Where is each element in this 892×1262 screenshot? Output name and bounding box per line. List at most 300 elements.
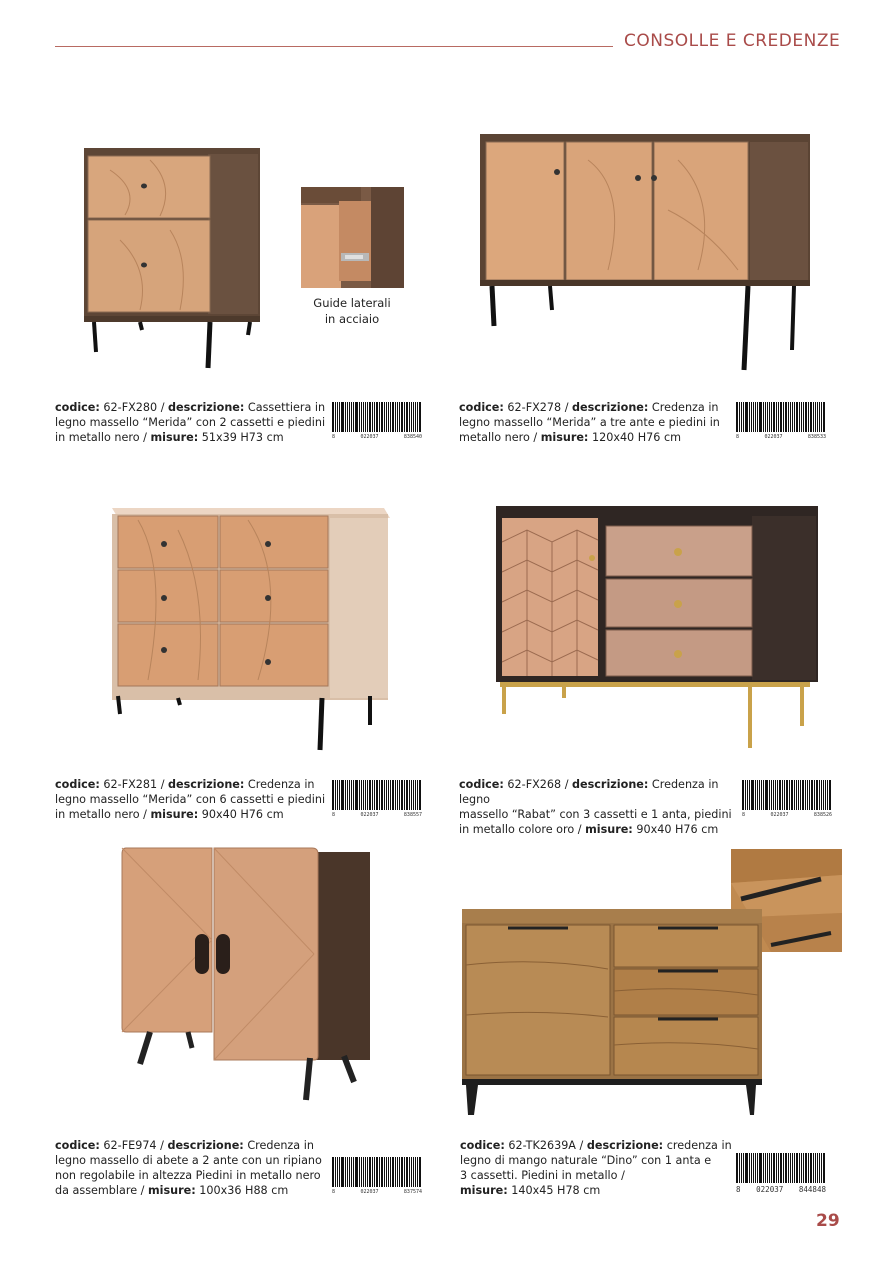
barcode-bar xyxy=(823,402,825,432)
description-label: descrizione: xyxy=(572,401,649,414)
barcode-bar xyxy=(404,1157,405,1187)
product-image-tk2639a xyxy=(458,905,768,1120)
barcode-bar xyxy=(765,1153,766,1183)
barcode-bar xyxy=(771,1153,772,1183)
barcode-bar xyxy=(365,780,366,810)
barcode-digits: 837574 xyxy=(403,1189,422,1195)
barcode-bar xyxy=(814,780,815,810)
barcode-bar xyxy=(796,1153,798,1183)
barcode-bar xyxy=(401,780,404,810)
barcode-bar xyxy=(765,780,768,810)
barcode-bar xyxy=(413,402,415,432)
barcode-digits: 838557 xyxy=(403,812,422,818)
code-label: codice: xyxy=(55,1139,100,1152)
barcode-bar xyxy=(339,1157,341,1187)
barcode-bar xyxy=(367,780,368,810)
barcode-bar xyxy=(341,780,344,810)
barcode-digits: 8 xyxy=(742,812,746,818)
barcode-bar xyxy=(415,402,416,432)
description-line: legno massello “Merida” con 6 cassetti e piedini xyxy=(55,793,326,806)
product-size: 90x40 H76 cm xyxy=(636,823,719,836)
barcode-bar xyxy=(767,1153,769,1183)
size-label: misure: xyxy=(148,1184,196,1197)
barcode-bar xyxy=(759,1153,762,1183)
section-title: CONSOLLE E CREDENZE xyxy=(624,31,841,51)
description-label: descrizione: xyxy=(168,778,245,791)
barcode-bar xyxy=(379,402,380,432)
barcode-bar xyxy=(392,402,394,432)
barcode-bar xyxy=(374,402,375,432)
page-number: 29 xyxy=(816,1211,840,1231)
product-size: 100x36 H88 cm xyxy=(199,1184,289,1197)
barcode-bar xyxy=(345,780,346,810)
description-line: 3 cassetti. Piedini in metallo / xyxy=(460,1169,625,1182)
barcode-bar xyxy=(763,402,764,432)
barcode-bar xyxy=(783,1153,784,1183)
barcode-bar xyxy=(376,1157,379,1187)
barcode-bar xyxy=(759,780,760,810)
barcode-bar xyxy=(800,780,802,810)
barcode-bar xyxy=(749,780,751,810)
barcode-bar xyxy=(788,1153,789,1183)
barcode-bar xyxy=(399,402,400,432)
barcode-bar xyxy=(374,780,375,810)
barcode-bar xyxy=(779,780,781,810)
detail-caption xyxy=(302,295,402,327)
barcode-bar xyxy=(799,1153,800,1183)
barcode-bar xyxy=(810,402,812,432)
barcode-bar xyxy=(374,1157,375,1187)
size-label: misure: xyxy=(585,823,633,836)
barcode-bar xyxy=(388,402,389,432)
barcode-bar xyxy=(345,402,346,432)
code-label: codice: xyxy=(459,401,504,414)
size-label: misure: xyxy=(150,431,199,444)
barcode-bar xyxy=(335,402,336,432)
barcode-fe974 xyxy=(332,1157,422,1199)
description-line: non regolabile in altezza Piedini in metallo nero xyxy=(55,1169,321,1182)
barcode-bar xyxy=(815,1153,816,1183)
barcode-bar xyxy=(337,402,338,432)
description-line: credenza in xyxy=(666,1139,732,1152)
product-image-fx281 xyxy=(108,500,393,755)
barcode-bar xyxy=(749,1153,750,1183)
barcode-bar xyxy=(808,402,809,432)
product-size: 90x40 H76 cm xyxy=(201,808,284,821)
description-line: Cassettiera in xyxy=(247,401,326,414)
barcode-bar xyxy=(388,1157,389,1187)
product-code: 62-FX281 xyxy=(103,778,158,791)
barcode-bar xyxy=(419,1157,421,1187)
barcode-bar xyxy=(776,1153,777,1183)
description-line: legno massello “Merida” con 2 cassetti e piedini xyxy=(55,416,326,429)
barcode-bar xyxy=(817,1153,819,1183)
barcode-bar xyxy=(347,402,348,432)
barcode-bar xyxy=(785,1153,787,1183)
barcode-bar xyxy=(757,780,758,810)
barcode-bar xyxy=(773,1153,775,1183)
barcode-bar xyxy=(369,402,371,432)
barcode-bar xyxy=(395,1157,396,1187)
barcode-bar xyxy=(786,780,789,810)
barcode-bar xyxy=(361,780,362,810)
barcode-bar xyxy=(823,780,825,810)
barcode-bar xyxy=(359,780,360,810)
barcode-bar xyxy=(796,402,798,432)
barcode-bar xyxy=(339,402,341,432)
barcode-bar xyxy=(361,1157,362,1187)
barcode-bar xyxy=(769,1153,770,1183)
barcode-bar xyxy=(741,402,742,432)
description-label: descrizione: xyxy=(586,1139,664,1152)
barcode-bar xyxy=(384,402,385,432)
barcode-bar xyxy=(829,780,831,810)
barcode-bar xyxy=(351,1157,353,1187)
barcode-digits: 8 xyxy=(736,434,740,440)
barcode-bar xyxy=(794,780,795,810)
barcode-bar xyxy=(347,1157,348,1187)
barcode-digits: 8 xyxy=(332,434,336,440)
barcode-digits: 022037 xyxy=(764,434,783,440)
barcode-bar xyxy=(361,402,362,432)
barcode-bar xyxy=(349,402,350,432)
barcode-bar xyxy=(415,780,416,810)
detail-caption-line2: in acciaio xyxy=(324,312,380,326)
product-size: 51x39 H73 cm xyxy=(201,431,284,444)
barcode-bar xyxy=(773,402,775,432)
barcode-bar xyxy=(819,780,820,810)
barcode-bar xyxy=(379,780,380,810)
product-code: 62-FE974 xyxy=(103,1139,157,1152)
barcode-bar xyxy=(367,402,368,432)
barcode-bar xyxy=(821,402,822,432)
barcode-bar xyxy=(821,1153,822,1183)
barcode-bar xyxy=(417,780,418,810)
barcode-bar xyxy=(395,402,396,432)
product-caption-fx280: codice: 62-FX280 / descrizione: Cassettiera in legno massello “Merida” con 2 cassetti e piedini in metallo nero / misure: 51x39 H73 cm xyxy=(55,400,330,445)
barcode-bar xyxy=(395,780,396,810)
barcode-bar xyxy=(411,780,412,810)
description-line: Credenza in xyxy=(651,401,719,414)
barcode-digits: 8 xyxy=(332,812,336,818)
barcode-bar xyxy=(417,1157,418,1187)
barcode-bar xyxy=(790,1153,791,1183)
barcode-bar xyxy=(406,780,408,810)
barcode-bar xyxy=(791,780,793,810)
barcode-bar xyxy=(401,402,404,432)
description-line: da assemblare / xyxy=(55,1184,145,1197)
barcode-bar xyxy=(365,1157,366,1187)
description-line: in metallo nero / xyxy=(55,808,147,821)
barcode-bar xyxy=(803,1153,804,1183)
barcode-bar xyxy=(813,402,814,432)
barcode-bar xyxy=(339,780,341,810)
barcode-bar xyxy=(409,780,410,810)
description-line: metallo nero / xyxy=(459,431,538,444)
barcode-bar xyxy=(381,1157,383,1187)
barcode-bar xyxy=(353,780,354,810)
barcode-bar xyxy=(390,402,392,432)
barcode-bar xyxy=(363,402,365,432)
barcode-bar xyxy=(819,1153,820,1183)
barcode-bars xyxy=(332,1157,422,1187)
barcode-bar xyxy=(753,1153,754,1183)
barcode-bar xyxy=(379,1157,380,1187)
barcode-bar xyxy=(811,780,814,810)
barcode-bar xyxy=(808,1153,809,1183)
barcode-bar xyxy=(406,402,408,432)
barcode-bar xyxy=(805,402,808,432)
barcode-bar xyxy=(745,1153,748,1183)
barcode-bar xyxy=(802,780,804,810)
barcode-bar xyxy=(755,780,756,810)
size-label: misure: xyxy=(150,808,199,821)
barcode-bar xyxy=(386,402,387,432)
barcode-bar xyxy=(351,780,353,810)
barcode-bar xyxy=(751,780,754,810)
barcode-bar xyxy=(359,1157,360,1187)
barcode-bar xyxy=(805,780,806,810)
barcode-bar xyxy=(372,1157,373,1187)
product-caption-fx268: codice: 62-FX268 / descrizione: Credenza in legno massello “Rabat” con 3 cassetti e 1 anta, piedini in metallo colore oro / misure: 90x40 H76 cm xyxy=(459,777,739,837)
barcode-bar xyxy=(803,402,804,432)
product-size: 140x45 H78 cm xyxy=(511,1184,601,1197)
barcode-bar xyxy=(345,1157,346,1187)
barcode-bar xyxy=(347,780,348,810)
barcode-bar xyxy=(782,780,783,810)
barcode-bar xyxy=(365,402,366,432)
barcode-bar xyxy=(757,1153,758,1183)
barcode-bar xyxy=(751,1153,752,1183)
barcode-bar xyxy=(332,1157,334,1187)
barcode-bar xyxy=(780,1153,783,1183)
barcode-bar xyxy=(745,402,748,432)
product-image-fx278 xyxy=(478,130,818,380)
code-label: codice: xyxy=(55,401,100,414)
barcode-bar xyxy=(743,402,745,432)
barcode-bar xyxy=(805,1153,808,1183)
barcode-digits: 838533 xyxy=(807,434,826,440)
barcode-bar xyxy=(413,1157,415,1187)
barcode-bar xyxy=(801,402,802,432)
barcode-bar xyxy=(796,780,797,810)
barcode-digits: 8 xyxy=(736,1185,741,1194)
barcode-bar xyxy=(409,1157,410,1187)
barcode-bar xyxy=(743,1153,745,1183)
product-caption-fx281: codice: 62-FX281 / descrizione: Credenza in legno massello “Merida” con 6 cassetti e piedini in metallo nero / misure: 90x40 H76 cm xyxy=(55,777,330,822)
description-line: Credenza in xyxy=(247,778,315,791)
barcode-bars xyxy=(736,1153,826,1183)
barcode-bar xyxy=(755,1153,757,1183)
barcode-digits: 022037 xyxy=(360,434,379,440)
barcode-bar xyxy=(827,780,828,810)
barcode-bar xyxy=(411,1157,412,1187)
barcode-bar xyxy=(337,1157,338,1187)
detail-image-side-rails xyxy=(301,187,404,288)
description-line: Credenza in xyxy=(247,1139,314,1152)
size-label: misure: xyxy=(460,1184,508,1197)
barcode-bar xyxy=(825,780,826,810)
barcode-bar xyxy=(775,780,776,810)
barcode-bar xyxy=(381,780,383,810)
code-label: codice: xyxy=(460,1139,505,1152)
barcode-bar xyxy=(392,780,394,810)
barcode-bar xyxy=(763,1153,764,1183)
barcode-bar xyxy=(798,780,799,810)
description-line: Credenza in legno xyxy=(459,778,719,806)
description-line: in metallo nero / xyxy=(55,431,147,444)
product-caption-fe974: codice: 62-FE974 / descrizione: Credenza in legno massello di abete a 2 ante con un ripiano non regolabile in altezza Piedini in metallo nero da assemblare / misure: 100x36 H88 cm xyxy=(55,1138,330,1198)
barcode-bar xyxy=(794,1153,796,1183)
barcode-bar xyxy=(337,780,338,810)
barcode-bar xyxy=(413,780,415,810)
barcode-bar xyxy=(384,1157,385,1187)
description-line: legno di mango naturale “Dino” con 1 anta e xyxy=(460,1154,712,1167)
barcode-bar xyxy=(757,402,758,432)
barcode-bar xyxy=(789,780,790,810)
barcode-bar xyxy=(771,402,772,432)
barcode-bar xyxy=(769,402,770,432)
barcode-bar xyxy=(790,402,791,432)
barcode-bar xyxy=(771,780,772,810)
barcode-bar xyxy=(739,402,740,432)
product-caption-fx278: codice: 62-FX278 / descrizione: Credenza in legno massello “Merida” a tre ante e piedini in metallo nero / misure: 120x40 H76 cm xyxy=(459,400,734,445)
barcode-bar xyxy=(799,402,800,432)
barcode-bar xyxy=(392,1157,394,1187)
barcode-bar xyxy=(355,1157,358,1187)
barcode-bar xyxy=(415,1157,416,1187)
barcode-tk2639a xyxy=(736,1153,826,1195)
barcode-bar xyxy=(747,780,748,810)
barcode-bar xyxy=(761,780,763,810)
barcode-bar xyxy=(794,402,796,432)
barcode-bars xyxy=(742,780,832,810)
barcode-bar xyxy=(777,780,778,810)
barcode-bar xyxy=(332,780,334,810)
barcode-bar xyxy=(353,1157,354,1187)
barcode-bar xyxy=(742,780,744,810)
barcode-bar xyxy=(397,1157,398,1187)
barcode-bar xyxy=(349,1157,350,1187)
barcode-bar xyxy=(386,1157,387,1187)
barcode-bar xyxy=(376,780,379,810)
barcode-bar xyxy=(335,1157,336,1187)
barcode-bar xyxy=(399,1157,400,1187)
barcode-bar xyxy=(381,402,383,432)
barcode-bar xyxy=(401,1157,404,1187)
barcode-bar xyxy=(776,402,777,432)
barcode-bar xyxy=(810,1153,812,1183)
barcode-bar xyxy=(372,780,373,810)
barcode-bar xyxy=(773,780,775,810)
barcode-digits: 844848 xyxy=(798,1185,826,1194)
barcode-bar xyxy=(807,780,808,810)
barcode-bar xyxy=(769,780,770,810)
barcode-bar xyxy=(355,402,358,432)
barcode-bar xyxy=(384,780,385,810)
barcode-bar xyxy=(386,780,387,810)
header-rule xyxy=(55,46,613,47)
product-code: 62-FX268 xyxy=(507,778,562,791)
barcode-bar xyxy=(736,402,738,432)
barcode-bar xyxy=(788,402,789,432)
barcode-bar xyxy=(369,780,371,810)
code-label: codice: xyxy=(55,778,100,791)
detail-caption-line1: Guide laterali xyxy=(313,296,391,310)
barcode-bar xyxy=(341,1157,344,1187)
description-label: descrizione: xyxy=(167,1139,244,1152)
barcode-bar xyxy=(353,402,354,432)
barcode-bar xyxy=(809,780,810,810)
product-code: 62-TK2639A xyxy=(508,1139,576,1152)
barcode-digits: 022037 xyxy=(360,1189,379,1195)
barcode-bar xyxy=(767,402,769,432)
barcode-bar xyxy=(749,402,750,432)
barcode-bar xyxy=(369,1157,371,1187)
barcode-bar xyxy=(351,402,353,432)
barcode-bar xyxy=(763,780,764,810)
barcode-bar xyxy=(815,402,816,432)
barcode-bar xyxy=(390,780,392,810)
barcode-fx280 xyxy=(332,402,422,444)
product-code: 62-FX280 xyxy=(103,401,158,414)
barcode-bar xyxy=(417,402,418,432)
size-label: misure: xyxy=(540,431,589,444)
barcode-bar xyxy=(765,402,766,432)
barcode-bar xyxy=(397,780,398,810)
product-image-fx280 xyxy=(80,140,270,375)
barcode-bar xyxy=(780,402,783,432)
product-image-fx268 xyxy=(492,502,822,752)
barcode-digits: 022037 xyxy=(770,812,789,818)
product-image-fe974 xyxy=(118,842,378,1104)
barcode-bar xyxy=(813,1153,814,1183)
description-line: in metallo colore oro / xyxy=(459,823,582,836)
product-size: 120x40 H76 cm xyxy=(591,431,681,444)
barcode-bar xyxy=(755,402,757,432)
barcode-bar xyxy=(367,1157,368,1187)
product-caption-tk2639a: codice: 62-TK2639A / descrizione: credenza in legno di mango naturale “Dino” con 1 anta e 3 cassetti. Piedini in metallo / misure: 140x45 H78 cm xyxy=(460,1138,735,1198)
barcode-digits: 838526 xyxy=(813,812,832,818)
barcode-bar xyxy=(406,1157,408,1187)
product-code: 62-FX278 xyxy=(507,401,562,414)
barcode-bar xyxy=(363,780,365,810)
barcode-digits: 838540 xyxy=(403,434,422,440)
barcode-bar xyxy=(817,402,819,432)
barcode-bars xyxy=(332,780,422,810)
barcode-bar xyxy=(359,402,360,432)
barcode-fx268 xyxy=(742,780,832,822)
barcode-bar xyxy=(411,402,412,432)
code-label: codice: xyxy=(459,778,504,791)
description-label: descrizione: xyxy=(572,778,649,791)
barcode-bar xyxy=(736,1153,738,1183)
barcode-bar xyxy=(419,780,421,810)
barcode-bar xyxy=(419,402,421,432)
description-line: legno massello “Merida” a tre ante e piedini in xyxy=(459,416,720,429)
description-line: legno massello di abete a 2 ante con un ripiano xyxy=(55,1154,322,1167)
barcode-bar xyxy=(823,1153,825,1183)
barcode-bar xyxy=(397,402,398,432)
barcode-fx281 xyxy=(332,780,422,822)
barcode-bar xyxy=(759,402,762,432)
barcode-bar xyxy=(753,402,754,432)
barcode-bar xyxy=(335,780,336,810)
barcode-bar xyxy=(792,1153,793,1183)
barcode-bar xyxy=(739,1153,740,1183)
barcode-bar xyxy=(355,780,358,810)
description-line: massello “Rabat” con 3 cassetti e 1 anta, piedini xyxy=(459,808,732,821)
